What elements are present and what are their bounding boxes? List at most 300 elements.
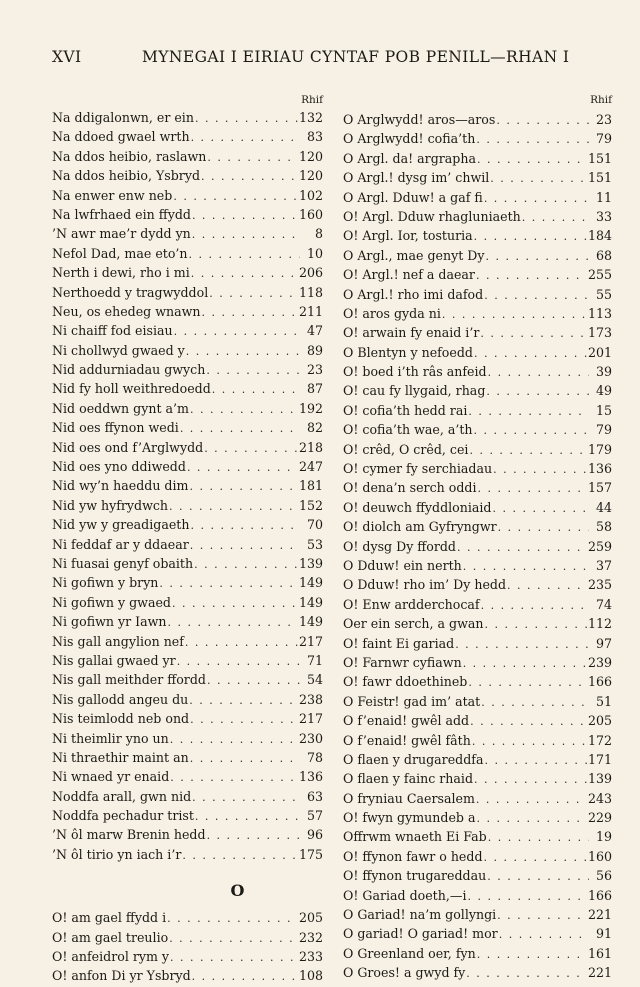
- entry-text: O! cymer fy serchiadau: [343, 461, 493, 477]
- entry-text: Noddfa pechadur trist: [52, 808, 194, 824]
- index-entry: [343, 769, 612, 788]
- entry-text: O! Argl. Ior, tosturia: [343, 228, 473, 244]
- dot-leader: [457, 538, 587, 557]
- entry-number: 56: [595, 868, 612, 884]
- entry-number: 79: [595, 422, 612, 438]
- dot-leader: [186, 342, 300, 361]
- entry-text: Ni feddaf ar y ddaear: [52, 536, 189, 552]
- index-entry: [52, 928, 323, 947]
- dot-leader: [493, 499, 590, 518]
- entry-number: 206: [298, 265, 323, 281]
- index-entry: [52, 224, 323, 243]
- index-entry: [52, 379, 323, 398]
- dot-leader: [463, 654, 587, 673]
- entry-number: 239: [587, 654, 612, 670]
- index-entry: [52, 806, 323, 825]
- entry-text: O flaen y fainc rhaid: [343, 771, 474, 787]
- entry-number: 157: [587, 480, 612, 496]
- entry-number: 179: [587, 441, 612, 457]
- entry-number: 70: [306, 517, 323, 533]
- entry-number: 229: [587, 810, 612, 826]
- entry-text: Nid oes yno ddiwedd: [52, 459, 186, 475]
- entry-text: O gariad! O gariad! mor: [343, 926, 498, 942]
- entry-text: Nis teimlodd neb ond: [52, 711, 190, 727]
- entry-number: 233: [298, 949, 323, 965]
- index-entry: [52, 787, 323, 806]
- entry-number: 23: [306, 362, 323, 378]
- index-entry: [343, 750, 612, 769]
- entry-number: 211: [298, 303, 323, 319]
- entry-number: 39: [595, 364, 612, 380]
- entry-text: Neu, os ehedeg wnawn: [52, 303, 201, 319]
- entry-number: 192: [298, 400, 323, 416]
- index-entry: [343, 517, 612, 536]
- entry-text: O Dduw! ein nerth: [343, 557, 462, 573]
- dot-leader: [468, 673, 587, 692]
- entry-number: 232: [298, 929, 323, 945]
- entry-text: Nid fy holl weithredoedd: [52, 381, 211, 397]
- entry-text: O! fawr ddoethineb: [343, 674, 468, 690]
- dot-leader: [190, 536, 300, 555]
- dot-leader: [484, 848, 587, 867]
- entry-number: 51: [595, 693, 612, 709]
- entry-number: 44: [595, 499, 612, 515]
- index-entry: [343, 149, 612, 168]
- entry-text: Ni gofiwn yr Iawn: [52, 614, 167, 630]
- entry-number: 166: [587, 887, 612, 903]
- right-column: [343, 92, 612, 983]
- entry-number: 96: [306, 827, 323, 843]
- dot-leader: [486, 382, 589, 401]
- entry-text: O! boed i’th râs anfeid: [343, 364, 487, 380]
- entry-number: 49: [595, 383, 612, 399]
- entry-text: Na ddoed gwael wrth: [52, 129, 190, 145]
- dot-leader: [190, 516, 300, 535]
- dot-leader: [201, 167, 298, 186]
- dot-leader: [192, 206, 298, 225]
- entry-text: O Argl. Dduw! a gaf fi: [343, 189, 483, 205]
- entry-text: O! Argl. Dduw rhagluniaeth: [343, 208, 521, 224]
- index-entry: [343, 866, 612, 885]
- dot-leader: [170, 768, 298, 787]
- entry-number: 23: [595, 112, 612, 127]
- right-entry-list: [343, 110, 612, 983]
- entry-number: 201: [587, 344, 612, 360]
- entry-text: O Dduw! rho im’ Dy hedd: [343, 577, 507, 593]
- index-entry: [52, 515, 323, 534]
- entry-number: 243: [587, 790, 612, 806]
- entry-text: Nid addurniadau gwych: [52, 362, 206, 378]
- left-column-heading: Rhif: [301, 94, 323, 106]
- o-entry-list: [52, 908, 323, 986]
- dot-leader: [204, 439, 298, 458]
- entry-text: O! fwyn gymundeb a: [343, 810, 476, 826]
- entry-text: Nis gall meithder ffordd: [52, 672, 206, 688]
- index-entry: [52, 908, 323, 927]
- entry-text: O fryniau Caersalem: [343, 790, 475, 806]
- entry-number: 136: [298, 769, 323, 785]
- entry-text: Ni gofiwn y gwaed: [52, 594, 171, 610]
- entry-number: 175: [298, 846, 323, 862]
- index-entry: [52, 947, 323, 966]
- dot-leader: [190, 400, 298, 419]
- entry-number: 173: [587, 325, 612, 341]
- entry-number: 132: [298, 110, 323, 125]
- entry-number: 8: [314, 226, 323, 242]
- dot-leader: [468, 402, 589, 421]
- entry-number: 118: [298, 284, 323, 300]
- entry-number: 91: [595, 926, 612, 942]
- index-entry: [52, 651, 323, 670]
- entry-text: ’N ôl marw Brenin hedd: [52, 827, 206, 843]
- dot-leader: [496, 111, 589, 130]
- index-entry: [52, 321, 323, 340]
- entry-text: Nid oes ffynon wedi: [52, 420, 179, 436]
- index-entry: [52, 457, 323, 476]
- dot-leader: [488, 828, 589, 847]
- index-entry: [343, 614, 612, 633]
- entry-number: 82: [306, 420, 323, 436]
- dot-leader: [191, 128, 300, 147]
- dot-leader: [170, 730, 298, 749]
- index-entry: [343, 595, 612, 614]
- entry-text: O Arglwydd! cofia’th: [343, 131, 476, 147]
- dot-leader: [169, 497, 298, 516]
- dot-leader: [485, 247, 589, 266]
- index-entry: [343, 362, 612, 381]
- entry-text: Nis gallai gwaed yr: [52, 652, 176, 668]
- dot-leader: [476, 266, 587, 285]
- entry-number: 79: [595, 131, 612, 147]
- index-entry: [343, 634, 612, 653]
- entry-text: O! Gariad doeth,—i: [343, 887, 467, 903]
- dot-leader: [159, 574, 298, 593]
- index-entry: [343, 304, 612, 323]
- index-entry: [52, 360, 323, 379]
- index-entry: [52, 283, 323, 302]
- entry-number: 255: [587, 267, 612, 283]
- entry-text: Na ddigalonwn, er ein: [52, 110, 194, 125]
- dot-leader: [480, 324, 587, 343]
- dot-leader: [507, 576, 587, 595]
- dot-leader: [466, 964, 587, 983]
- dot-leader: [488, 363, 589, 382]
- index-entry: [343, 285, 612, 304]
- entry-number: 161: [587, 945, 612, 961]
- index-entry: [343, 188, 612, 207]
- index-entry: [343, 343, 612, 362]
- entry-number: 205: [587, 713, 612, 729]
- dot-leader: [455, 635, 589, 654]
- dot-leader: [442, 305, 587, 324]
- entry-number: 217: [298, 633, 323, 649]
- entry-number: 112: [587, 616, 612, 632]
- index-entry: [343, 226, 612, 245]
- entry-text: Noddfa arall, gwn nid: [52, 788, 192, 804]
- entry-text: O! diolch am Gyfryngwr: [343, 519, 497, 535]
- dot-leader: [477, 945, 587, 964]
- entry-number: 58: [595, 519, 612, 535]
- dot-leader: [195, 109, 298, 128]
- dot-leader: [170, 948, 298, 967]
- index-entry: [52, 166, 323, 185]
- index-entry: [52, 767, 323, 786]
- entry-text: Ni wnaed yr enaid: [52, 769, 170, 785]
- entry-number: 247: [298, 459, 323, 475]
- dot-leader: [481, 596, 589, 615]
- dot-leader: [209, 284, 298, 303]
- entry-text: O! dysg Dy ffordd: [343, 538, 456, 554]
- dot-leader: [194, 555, 298, 574]
- entry-number: 120: [298, 148, 323, 164]
- dot-leader: [490, 169, 587, 188]
- dot-leader: [202, 303, 298, 322]
- dot-leader: [192, 967, 298, 986]
- entry-text: O f’enaid! gwêl fâth: [343, 732, 471, 748]
- entry-text: O Argl. da! argrapha: [343, 150, 476, 166]
- index-entry: [343, 110, 612, 129]
- dot-leader: [522, 208, 589, 227]
- index-entry: [52, 127, 323, 146]
- index-entry: [343, 575, 612, 594]
- dot-leader: [189, 691, 298, 710]
- dot-leader: [192, 788, 300, 807]
- dot-leader: [469, 441, 587, 460]
- dot-leader: [481, 693, 589, 712]
- index-entry: [343, 129, 612, 148]
- entry-text: Ni chaiff fod eisiau: [52, 323, 173, 339]
- entry-text: Nerthoedd y tragwyddol: [52, 284, 209, 300]
- dot-leader: [476, 130, 589, 149]
- entry-number: 55: [595, 286, 612, 302]
- dot-leader: [169, 929, 298, 948]
- page-header: [52, 48, 588, 72]
- index-entry: [343, 963, 612, 982]
- entry-text: O Argl.! rho imi dafod: [343, 286, 484, 302]
- entry-number: 37: [595, 557, 612, 573]
- entry-text: O! anfeidrol rym y: [52, 949, 170, 965]
- index-entry: [343, 847, 612, 866]
- entry-text: Ni chollwyd gwaed y: [52, 342, 185, 358]
- dot-leader: [190, 749, 300, 768]
- entry-text: Oer ein serch, a gwan: [343, 616, 484, 632]
- index-entry: [52, 709, 323, 728]
- entry-number: 63: [306, 788, 323, 804]
- entry-text: O! cofia’th hedd rai: [343, 402, 468, 418]
- dot-leader: [484, 751, 587, 770]
- entry-number: 184: [587, 228, 612, 244]
- index-entry: [343, 459, 612, 478]
- entry-text: O! am gael treulio: [52, 929, 169, 945]
- dot-leader: [168, 613, 298, 632]
- entry-text: O! faint Ei gariad: [343, 635, 455, 651]
- dot-leader: [207, 148, 298, 167]
- entry-text: Nis gall angylion nef: [52, 633, 184, 649]
- index-entry: [343, 478, 612, 497]
- entry-number: 181: [298, 478, 323, 494]
- dot-leader: [497, 906, 587, 925]
- index-entry: [343, 827, 612, 846]
- index-entry: [343, 246, 612, 265]
- index-entry: [52, 205, 323, 224]
- section-letter-o: O: [230, 881, 245, 901]
- entry-number: 235: [587, 577, 612, 593]
- entry-number: 113: [587, 305, 612, 321]
- dot-leader: [474, 421, 589, 440]
- index-entry: [52, 729, 323, 748]
- entry-text: O! Farnwr cyfiawn: [343, 654, 462, 670]
- index-entry: [52, 244, 323, 263]
- entry-text: Na ddos heibio, Ysbryd: [52, 168, 201, 184]
- entry-number: 149: [298, 594, 323, 610]
- entry-text: Ni thraethir maint an: [52, 749, 189, 765]
- entry-text: Nerth i dewi, rho i mi: [52, 265, 190, 281]
- index-entry: [343, 692, 612, 711]
- entry-number: 89: [306, 342, 323, 358]
- dot-leader: [182, 846, 298, 865]
- entry-text: O! cofia’th wae, a’th: [343, 422, 473, 438]
- index-entry: [52, 554, 323, 573]
- index-entry: [343, 944, 612, 963]
- entry-number: 102: [298, 187, 323, 203]
- index-entry: [343, 905, 612, 924]
- dot-leader: [477, 150, 587, 169]
- dot-leader: [177, 652, 300, 671]
- entry-text: Ni theimlir yno un: [52, 730, 169, 746]
- index-entry: [343, 924, 612, 943]
- dot-leader: [477, 809, 587, 828]
- index-entry: [343, 498, 612, 517]
- index-entry: [343, 789, 612, 808]
- entry-text: O Argl.! dysg im’ chwil: [343, 170, 490, 186]
- index-entry: [52, 418, 323, 437]
- entry-number: 11: [595, 189, 612, 205]
- entry-number: 120: [298, 168, 323, 184]
- entry-number: 54: [306, 672, 323, 688]
- entry-number: 238: [298, 691, 323, 707]
- dot-leader: [185, 633, 298, 652]
- entry-text: O Feistr! gad im’ atat: [343, 693, 481, 709]
- dot-leader: [190, 710, 298, 729]
- index-entry: [52, 690, 323, 709]
- entry-text: O! Argl.! nef a daear: [343, 267, 475, 283]
- entry-number: 19: [595, 829, 612, 845]
- entry-text: Nid oeddwn gynt a’m: [52, 400, 189, 416]
- dot-leader: [474, 344, 587, 363]
- dot-leader: [191, 264, 298, 283]
- entry-text: Nid yw hyfrydwch: [52, 497, 169, 513]
- dot-leader: [493, 460, 587, 479]
- dot-leader: [189, 477, 297, 496]
- entry-number: 149: [298, 614, 323, 630]
- page-title: MYNEGAI I EIRIAU CYNTAF POB PENILL—RHAN I: [142, 48, 570, 66]
- dot-leader: [499, 925, 589, 944]
- entry-text: O f’enaid! gwêl add: [343, 713, 470, 729]
- left-column: [52, 92, 323, 986]
- entry-number: 221: [587, 907, 612, 923]
- entry-text: O! Enw ardderchocaf: [343, 596, 480, 612]
- entry-text: ’N ôl tirio yn iach i’r: [52, 846, 182, 862]
- entry-number: 259: [587, 538, 612, 554]
- entry-text: Na enwer enw neb: [52, 187, 173, 203]
- entry-text: O! arwain fy enaid i’r: [343, 325, 480, 341]
- right-column-heading: Rhif: [590, 94, 612, 106]
- index-entry: [343, 808, 612, 827]
- entry-number: 97: [595, 635, 612, 651]
- entry-text: Ni gofiwn y bryn: [52, 575, 159, 591]
- index-entry: [343, 265, 612, 284]
- entry-text: O! anfon Di yr Ysbryd: [52, 968, 191, 984]
- entry-text: Nid yw y greadigaeth: [52, 517, 190, 533]
- entry-text: O Blentyn y nefoedd: [343, 344, 473, 360]
- entry-text: Nefol Dad, mae eto’n: [52, 245, 188, 261]
- index-entry: [343, 401, 612, 420]
- dot-leader: [174, 322, 300, 341]
- entry-number: 172: [587, 732, 612, 748]
- index-entry: [343, 653, 612, 672]
- entry-number: 151: [587, 170, 612, 186]
- index-entry: [343, 711, 612, 730]
- index-entry: [343, 381, 612, 400]
- entry-text: O Argl., mae genyt Dy: [343, 247, 485, 263]
- dot-leader: [172, 594, 298, 613]
- index-entry: [52, 825, 323, 844]
- dot-leader: [173, 187, 298, 206]
- index-entry: [343, 731, 612, 750]
- dot-leader: [189, 245, 300, 264]
- entry-number: 149: [298, 575, 323, 591]
- index-entry: [52, 845, 323, 864]
- dot-leader: [484, 615, 586, 634]
- entry-number: 152: [298, 497, 323, 513]
- index-entry: [52, 263, 323, 282]
- entry-number: 83: [306, 129, 323, 145]
- page-number: XVI: [52, 48, 82, 66]
- entry-number: 78: [306, 749, 323, 765]
- dot-leader: [470, 712, 587, 731]
- entry-text: O! aros gyda ni: [343, 305, 441, 321]
- index-entry: [52, 108, 323, 127]
- index-entry: [52, 748, 323, 767]
- entry-number: 87: [306, 381, 323, 397]
- entry-number: 33: [595, 208, 612, 224]
- entry-text: O Gariad! na’m gollyngi: [343, 907, 497, 923]
- entry-number: 160: [587, 848, 612, 864]
- index-entry: [343, 207, 612, 226]
- dot-leader: [206, 361, 300, 380]
- index-entry: [52, 341, 323, 360]
- entry-text: O! dena’n serch oddi: [343, 480, 477, 496]
- dot-leader: [187, 458, 298, 477]
- entry-text: O! am gael ffydd i: [52, 910, 167, 926]
- entry-text: Nid oes ond f’Arglwydd: [52, 439, 204, 455]
- index-entry: [52, 670, 323, 689]
- entry-text: Na lwfrhaed ein ffydd: [52, 206, 191, 222]
- entry-text: Ni fuasai genyf obaith: [52, 555, 194, 571]
- entry-number: 136: [587, 461, 612, 477]
- entry-text: O! deuwch ffyddloniaid: [343, 499, 492, 515]
- entry-number: 139: [587, 771, 612, 787]
- left-entry-list: [52, 108, 323, 864]
- entry-text: Nid wy’n haeddu dim: [52, 478, 189, 494]
- dot-leader: [474, 227, 587, 246]
- entry-number: 139: [298, 555, 323, 571]
- dot-leader: [180, 419, 300, 438]
- index-entry: [52, 573, 323, 592]
- index-entry: [52, 612, 323, 631]
- index-entry: [343, 168, 612, 187]
- dot-leader: [477, 479, 586, 498]
